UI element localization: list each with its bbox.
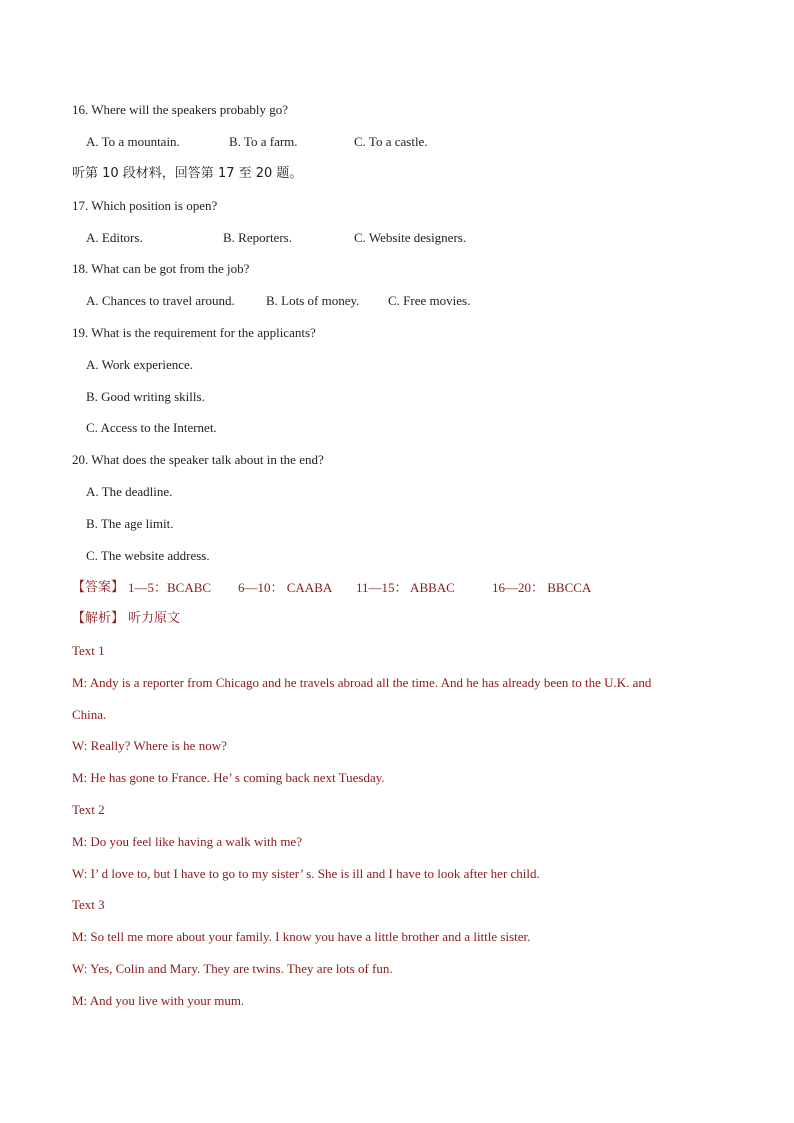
text-3-title: Text 3 [72, 897, 105, 912]
question-18-option-a: A. Chances to travel around. [86, 293, 235, 308]
question-17-stem: 17. Which position is open? [72, 198, 218, 213]
question-19-option-a: A. Work experience. [86, 357, 194, 372]
question-20-option-b: B. The age limit. [86, 516, 174, 531]
question-20-option-a: A. The deadline. [86, 484, 173, 499]
question-19-stem: 19. What is the requirement for the applicants? [72, 325, 316, 340]
text-1-line-2: China. [72, 707, 107, 722]
answer-group-1-5: 1—5：BCABC [128, 580, 212, 595]
question-18-stem: 18. What can be got from the job? [72, 261, 250, 276]
question-16-option-a: A. To a mountain. [86, 134, 180, 149]
question-19-option-b: B. Good writing skills. [86, 389, 205, 404]
analysis-label: 【解析】 [72, 611, 125, 626]
text-3-line-1: M: So tell me more about your family. I know you have a little brother and a little sister. [72, 929, 531, 944]
answer-group-11-15: 11—15： ABBAC [356, 580, 455, 595]
answer-group-16-20: 16—20： BBCCA [492, 580, 592, 595]
text-1-line-3: W: Really? Where is he now? [72, 738, 227, 753]
question-16-stem: 16. Where will the speakers probably go? [72, 102, 288, 117]
question-16-option-c: C. To a castle. [354, 134, 428, 149]
text-1-title: Text 1 [72, 643, 105, 658]
question-17-option-a: A. Editors. [86, 230, 143, 245]
question-18-option-c: C. Free movies. [388, 293, 471, 308]
text-3-line-3: M: And you live with your mum. [72, 993, 245, 1008]
answer-label: 【答案】 [72, 580, 125, 595]
text-3-line-2: W: Yes, Colin and Mary. They are twins. They are lots of fun. [72, 961, 393, 976]
section-instruction: 听第 10 段材料，回答第 17 至 20 题。 [72, 166, 303, 181]
question-18-option-b: B. Lots of money. [266, 293, 360, 308]
question-20-stem: 20. What does the speaker talk about in the end? [72, 452, 324, 467]
question-20-option-c: C. The website address. [86, 548, 210, 563]
text-2-title: Text 2 [72, 802, 105, 817]
question-17-option-b: B. Reporters. [223, 230, 292, 245]
answer-group-6-10: 6—10： CAABA [238, 580, 333, 595]
question-19-option-c: C. Access to the Internet. [86, 420, 217, 435]
text-2-line-1: M: Do you feel like having a walk with me? [72, 834, 302, 849]
analysis-title: 听力原文 [128, 611, 181, 626]
text-1-line-4: M: He has gone to France. He’ s coming back next Tuesday. [72, 770, 385, 785]
question-16-option-b: B. To a farm. [229, 134, 298, 149]
question-17-option-c: C. Website designers. [354, 230, 467, 245]
text-1-line-1: M: Andy is a reporter from Chicago and he travels abroad all the time. And he has already been to the U.K. and [72, 675, 652, 690]
text-2-line-2: W: I’ d love to, but I have to go to my sister’ s. She is ill and I have to look after her child. [72, 866, 540, 881]
